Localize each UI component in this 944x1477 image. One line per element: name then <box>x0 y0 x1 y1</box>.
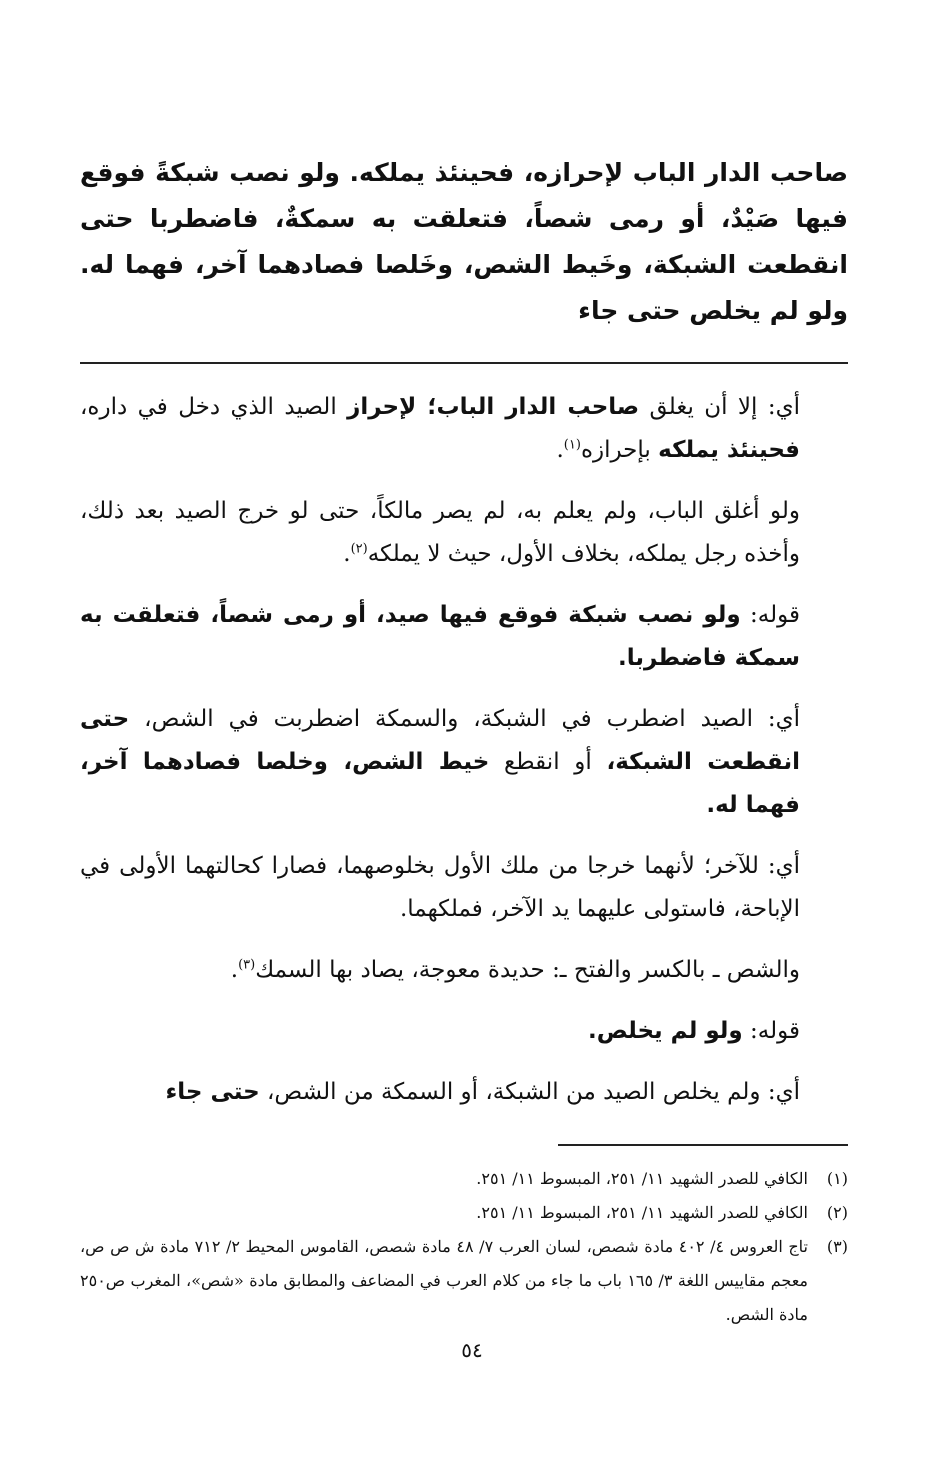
text: . <box>343 541 351 567</box>
footnote-text: الكافي للصدر الشهيد ١١/ ٢٥١، المبسوط ١١/ ٢٥١. <box>476 1203 808 1222</box>
footnote-text: تاج العروس ٤/ ٤٠٢ مادة شصص، لسان العرب ٧/ ٤٨ مادة شصص، القاموس المحيط ٢/ ٧١٢ مادة ش ص ص، معجم مقاييس اللغة ٣/ ١٦٥ باب ما جاء من كلام العرب في المضاعف والمطابق مادة «شص»، المغرب ص٢٥٠ مادة الشص. <box>80 1237 809 1324</box>
bold-quote: ولو لم يخلص. <box>587 1018 743 1044</box>
footnote-ref-1[interactable]: (١) <box>563 437 581 453</box>
text: ولو أغلق الباب، ولم يعلم به، لم يصر مالكاً، حتى لو خرج الصيد بعد ذلك، وأخذه رجل يملكه، بخلاف الأول، حيث لا يملكه <box>80 498 800 567</box>
commentary-paragraph-2 <box>80 490 848 576</box>
footnote-text: الكافي للصدر الشهيد ١١/ ٢٥١، المبسوط ١١/ ٢٥١. <box>476 1169 808 1188</box>
text: . <box>230 957 239 983</box>
footnotes <box>80 1162 848 1332</box>
text: قوله: <box>750 1018 800 1044</box>
commentary-paragraph-1 <box>80 386 848 472</box>
bold-quote: حتى جاء <box>165 1079 260 1105</box>
bold-quote: ولو نصب شبكة فوقع فيها صيد، أو رمى شصاً، فتعلقت به سمكة فاضطربا. <box>80 602 800 671</box>
matn-text: صاحب الدار الباب لإحرازه، فحينئذ يملكه. ولو نصب شبكةً فوقع فيها صَيْدٌ، أو رمى شصاً، فتعلقت به سمكةٌ، فاضطربا حتى انقطعت الشبكة، وخَيط الشص، وخَلصا فصادهما آخر، فهما له. ولو لم يخلص حتى جاء <box>80 158 848 325</box>
text: الصيد الذي دخل في داره، <box>80 394 337 420</box>
page-body <box>80 150 848 1332</box>
commentary-paragraph-4 <box>80 698 848 827</box>
text: أي: ولم يخلص الصيد من الشبكة، أو السمكة من الشص، <box>267 1079 800 1105</box>
footnote-separator <box>558 1144 848 1146</box>
text: قوله: <box>750 602 801 628</box>
footnote-ref-3[interactable]: (٣) <box>238 957 256 973</box>
commentary <box>80 386 848 1114</box>
commentary-paragraph-7 <box>80 1010 848 1053</box>
bold-quote: حتى انقطعت الشبكة، <box>80 706 801 775</box>
footnote-number: (١) <box>826 1169 848 1188</box>
commentary-paragraph-3 <box>80 594 848 680</box>
bold-quote: فحينئذ يملكه <box>658 437 800 463</box>
bold-quote: صاحب الدار الباب؛ لإحراز <box>347 394 640 420</box>
text: أي: للآخر؛ لأنهما خرجا من ملك الأول بخلوصهما، فصارا كحالتهما الأولى في الإباحة، فاستولى عليهما يد الآخر، فملكهما. <box>80 853 800 922</box>
footnote-1 <box>80 1162 848 1196</box>
commentary-paragraph-8 <box>80 1071 848 1114</box>
text: أي: إلا أن يغلق <box>649 394 800 420</box>
footnote-ref-2[interactable]: (٢) <box>350 541 368 557</box>
page-number: ٥٤ <box>461 1338 483 1362</box>
text: . <box>556 437 564 463</box>
text: أو انقطع <box>504 749 592 775</box>
footnote-3 <box>80 1230 848 1332</box>
text: والشص ـ بالكسر والفتح ـ: حديدة معوجة، يصاد بها السمك <box>255 957 800 983</box>
commentary-paragraph-6 <box>80 949 848 992</box>
footnote-2 <box>80 1196 848 1230</box>
text: أي: الصيد اضطرب في الشبكة، والسمكة اضطربت في الشص، <box>144 706 801 732</box>
commentary-paragraph-5 <box>80 845 848 931</box>
footnote-number: (٣) <box>826 1237 848 1256</box>
footnote-number: (٢) <box>826 1203 848 1222</box>
bold-quote: خيط الشص، وخلصا فصادهما آخر، فهما له. <box>80 749 800 818</box>
matn-separator <box>80 362 848 364</box>
text: بإحرازه <box>580 437 651 463</box>
